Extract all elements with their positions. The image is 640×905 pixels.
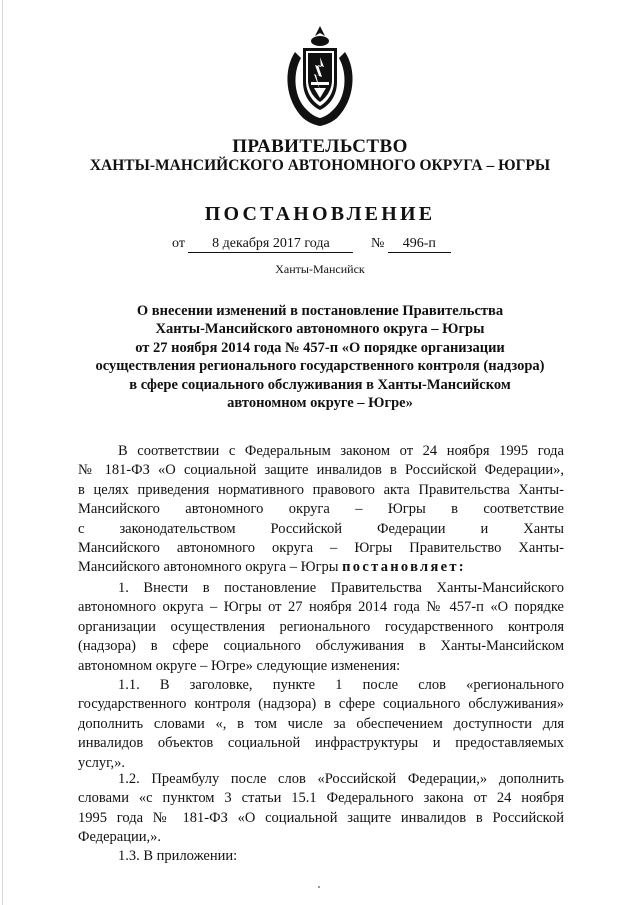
item-1-paragraph — [78, 579, 564, 676]
preamble-last-line: Мансийского автономного округа – Югры — [78, 559, 339, 576]
text-line — [78, 558, 564, 577]
text-line: 1. Внести в постановление Правительства Ханты-Мансийского — [118, 580, 564, 596]
text-line: (надзора) в сфере социального обслуживания в Ханты-Мансийском — [78, 638, 564, 655]
text-line: В соответствии с Федеральным законом от 24 ноября 1995 года — [118, 443, 564, 459]
text-line: 1995 года № 181-ФЗ «О социальной защите инвалидов в Российской — [78, 809, 564, 826]
preamble-paragraph — [78, 442, 564, 578]
text-line: № 181-ФЗ «О социальной защите инвалидов в Российской Федерации», — [78, 462, 564, 479]
item-1-2-paragraph — [78, 770, 564, 848]
document-date: 8 декабря 2017 года — [188, 236, 353, 253]
item-1-1-paragraph — [78, 676, 564, 773]
text-line: Мансийского автономного округа – Югры в соответствие — [78, 501, 564, 518]
date-prefix: от — [172, 236, 185, 251]
text-line: 1.2. Преамбулу после слов «Российской Федерации,» дополнить — [118, 771, 564, 787]
title-line: автономном округе – Югре» — [227, 395, 413, 412]
title-line: осуществления регионального государственного контроля (надзора) — [95, 358, 545, 375]
title-line: от 27 ноября 2014 года № 457-п «О порядке организации — [135, 339, 505, 356]
text-line: автономном округе – Югре» следующие изменения: — [78, 657, 401, 674]
text-line: организации осуществления регионального государственного контроля — [78, 618, 564, 635]
text-line: в целях приведения нормативного правового акта Правительства Ханты- — [78, 481, 564, 498]
text-line: словами «с пунктом 3 статьи 15.1 Федерального закона от 24 ноября — [78, 790, 564, 807]
text-line: государственного контроля (надзора) в сфере социального обслуживания» — [78, 696, 564, 713]
date-number-line — [172, 236, 451, 253]
text-line: 1.1. В заголовке, пункте 1 после слов «регионального — [118, 677, 564, 693]
number-prefix: № — [370, 236, 385, 251]
text-line: инвалидов объектов социальной инфраструктуры и предоставляемых — [78, 735, 564, 752]
document-type-heading: ПОСТАНОВЛЕНИЕ — [204, 203, 436, 225]
city-name: Ханты-Мансийск — [275, 262, 365, 276]
title-line: Ханты-Мансийского автономного округа – Югры — [155, 321, 485, 338]
organization-name-line1: ПРАВИТЕЛЬСТВО — [232, 136, 408, 157]
text-line: с законодательством Российской Федерации и Ханты — [78, 520, 564, 537]
title-line: в сфере социального обслуживания в Ханты-Мансийском — [129, 376, 511, 393]
text-line: 1.3. В приложении: — [118, 848, 238, 864]
item-1-3-paragraph — [78, 847, 564, 866]
scan-speck — [318, 886, 320, 888]
text-line: автономного округа – Югры от 27 ноября 2014 года № 457-п «О порядке — [78, 599, 564, 616]
document-number: 496-п — [388, 236, 451, 253]
text-line: Мансийского автономного округа – Югры Правительство Ханты- — [78, 540, 564, 557]
text-line: дополнить словами «, в том числе за обеспечением доступности для — [78, 715, 564, 732]
text-line: Федерации,». — [78, 829, 161, 846]
coat-of-arms-emblem — [281, 22, 359, 126]
text-line: услуг,». — [78, 754, 125, 771]
title-line: О внесении изменений в постановление Правительства — [136, 303, 504, 319]
document-title — [80, 302, 560, 412]
decree-word: постановляет: — [342, 559, 466, 576]
organization-name-line2: ХАНТЫ-МАНСИЙСКОГО АВТОНОМНОГО ОКРУГА – ЮГРЫ — [89, 157, 551, 174]
